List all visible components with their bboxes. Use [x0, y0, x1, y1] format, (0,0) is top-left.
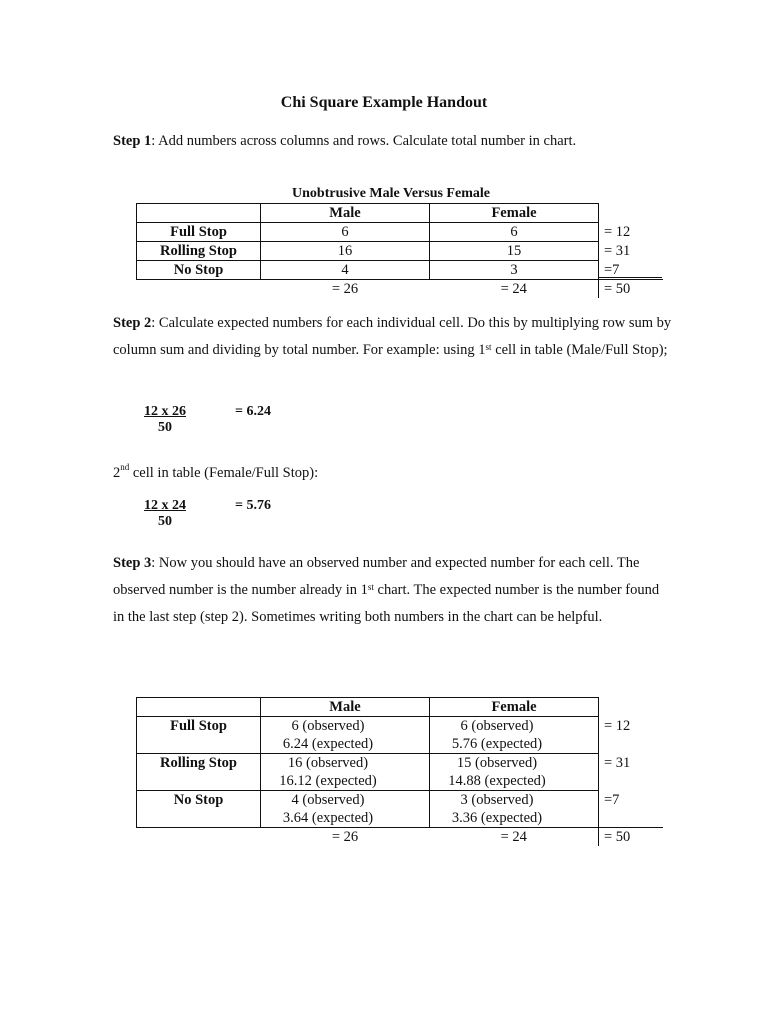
- grand-total: = 50: [599, 280, 663, 299]
- row-total: = 12: [599, 717, 663, 754]
- cell-value: 6: [430, 223, 599, 242]
- step3-label: Step 3: [113, 555, 152, 571]
- cell-value: 4: [261, 261, 430, 280]
- table-row: [137, 754, 663, 791]
- table2-header-female: Female: [430, 698, 599, 717]
- column-total: = 24: [500, 829, 527, 845]
- step1-text: : Add numbers across columns and rows. Calculate total number in chart.: [151, 133, 577, 149]
- step1-label: Step 1: [113, 133, 152, 149]
- example1-fraction: $\frac{12 x 26}{50}$: [144, 404, 186, 435]
- table-row: [137, 261, 663, 280]
- cell-value: 6 (observed) 5.76 (expected): [430, 717, 599, 754]
- row-total: =7: [599, 791, 663, 828]
- table1: [136, 203, 663, 298]
- table1-header-blank: [137, 204, 261, 223]
- row-label: Full Stop: [137, 717, 261, 754]
- row-total: = 31: [599, 754, 663, 791]
- cell-value: 15 (observed) 14.88 (expected): [430, 754, 599, 791]
- table2-header-blank: [137, 698, 261, 717]
- table-row: [137, 791, 663, 828]
- cell-value: 16 (observed) 16.12 (expected): [261, 754, 430, 791]
- example2-result: = 5.76: [235, 498, 271, 513]
- row-label: Rolling Stop: [137, 754, 261, 791]
- table2-header-male: Male: [261, 698, 430, 717]
- cell-value: 16: [261, 242, 430, 261]
- cell-value: 3 (observed) 3.36 (expected): [430, 791, 599, 828]
- table1-caption: Unobtrusive Male Versus Female: [292, 186, 490, 201]
- row-total: = 31: [599, 242, 663, 261]
- page-title: Chi Square Example Handout: [280, 94, 488, 111]
- step2-label: Step 2: [113, 315, 152, 331]
- table1-header-male: Male: [261, 204, 430, 223]
- example1-result: = 6.24: [235, 404, 271, 419]
- row-label: Full Stop: [137, 223, 261, 242]
- cell-value: 4 (observed) 3.64 (expected): [261, 791, 430, 828]
- column-total: = 26: [331, 281, 359, 297]
- row-total: = 12: [599, 223, 663, 242]
- table-row: [137, 223, 663, 242]
- table1-header-female: Female: [430, 204, 599, 223]
- step2-paragraph: Step 2: Calculate expected numbers for each individual cell. Do this by multiplying row sum by column sum and dividing by total number. For example: using 1st cell in table (Male/Full Stop);: [113, 315, 672, 358]
- row-label: Rolling Stop: [137, 242, 261, 261]
- column-total: = 24: [500, 281, 527, 297]
- cell-value: 6 (observed) 6.24 (expected): [261, 717, 430, 754]
- column-total: = 26: [331, 829, 359, 845]
- row-label: No Stop: [137, 791, 261, 828]
- table-row: [137, 242, 663, 261]
- table-row: [137, 717, 663, 754]
- example2-fraction: $\frac{12 x 24}{50}$: [144, 498, 186, 529]
- table1-rule: [599, 277, 662, 278]
- step3-paragraph: Step 3: Now you should have an observed number and expected number for each cell. The observed number is the number already in 1st chart. The expected number is the number found in the last step (step 2). Sometimes writing both numbers in the chart can be helpful.: [113, 555, 660, 625]
- step1-paragraph: [113, 128, 673, 155]
- row-total: =7: [599, 261, 663, 280]
- grand-total: = 50: [599, 828, 663, 847]
- cell-value: 6: [261, 223, 430, 242]
- row-label: No Stop: [137, 261, 261, 280]
- cell-value: 15: [430, 242, 599, 261]
- cell-value: 3: [430, 261, 599, 280]
- table2: [136, 697, 663, 846]
- second-cell-text: 2nd cell in table (Female/Full Stop):: [113, 462, 319, 481]
